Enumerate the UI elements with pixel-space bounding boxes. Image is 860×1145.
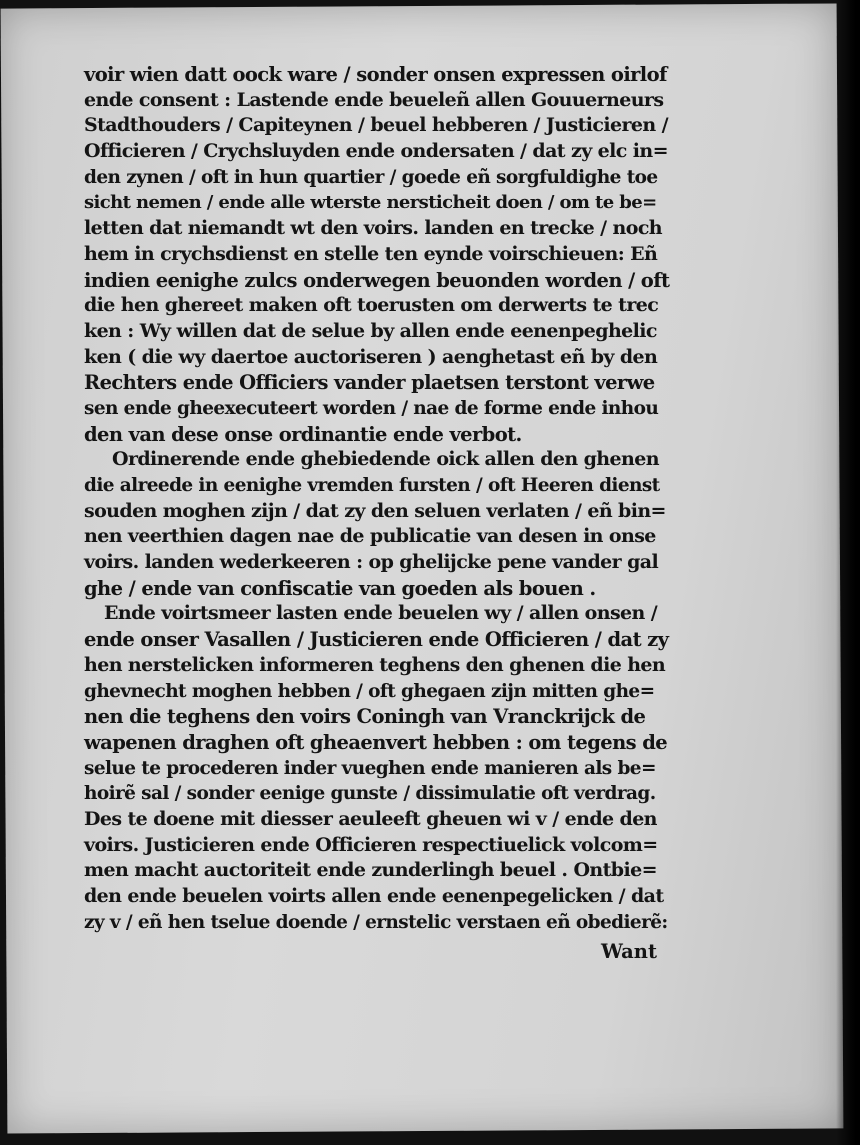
body-text <box>84 62 669 935</box>
text-line: Officieren / Crychsluyden ende ondersaten / dat zy elc in= <box>84 140 668 163</box>
text-line: Ordinerende ende ghebiedende oick allen den ghenen <box>112 448 659 471</box>
text-line: den ende beuelen voirts allen ende eenenpegelicken / dat <box>84 885 664 907</box>
text-line: nen die teghens den voirs Coningh van Vranckrijck de <box>84 705 646 729</box>
text-line: Rechters ende Officiers vander plaetsen terstont verwe <box>84 371 655 395</box>
text-line: Stadthouders / Capiteynen / beuel hebberen / Justicieren / <box>84 114 668 137</box>
text-line: hen nerstelicken informeren teghens den ghenen die hen <box>84 653 666 676</box>
text-line: den van dese onse ordinantie ende verbot. <box>84 422 522 446</box>
text-line: Ende voirtsmeer lasten ende beuelen wy / allen onsen / <box>104 602 658 625</box>
text-line: ken ( die wy daertoe auctoriseren ) aenghetast eñ by den <box>84 345 658 368</box>
text-line: Des te doene mit diesser aeuleeft gheuen wi v / ende den <box>84 807 657 830</box>
text-line: sen ende gheexecuteert worden / nae de forme ende inhou <box>84 397 659 419</box>
text-line: ghevnecht moghen hebben / oft ghegaen zijn mitten ghe= <box>84 680 655 702</box>
text-line: hoirẽ sal / sonder eenige gunste / dissimulatie oft verdrag. <box>84 783 656 805</box>
text-line: den zynen / oft in hun quartier / goede eñ sorgfuldighe toe <box>84 166 658 188</box>
text-line: ghe / ende van confiscatie van goeden als bouen . <box>84 576 596 600</box>
text-line: ende onser Vasallen / Justicieren ende Officieren / dat zy <box>84 628 669 652</box>
catchword: Want <box>600 940 657 963</box>
text-line: wapenen draghen oft gheaenvert hebben : om tegens de <box>84 730 668 754</box>
text-line: selue te procederen inder vueghen ende manieren als be= <box>84 757 656 779</box>
text-line: sicht nemen / ende alle wterste nersticheit doen / om te be= <box>84 192 657 214</box>
text-line: voirs. Justicieren ende Officieren respectiuelick volcom= <box>84 833 658 856</box>
text-line: die alreede in eenighe vremden fursten / oft Heeren dienst <box>84 475 660 496</box>
page-edge-shadow <box>836 0 860 1145</box>
text-line: indien eenighe zulcs onderwegen beuonden worden / oft <box>84 268 670 292</box>
text-line: hem in crychsdienst en stelle ten eynde voirschieuen: Eñ <box>84 242 658 265</box>
text-line: souden moghen zijn / dat zy den seluen verlaten / eñ bin= <box>84 499 666 522</box>
text-line: voirs. landen wederkeeren : op ghelijcke pene vander gal <box>84 551 659 574</box>
text-line: zy v / eñ hen tselue doende / ernstelic verstaen eñ obedierẽ: <box>84 911 668 933</box>
text-line: nen veerthien dagen nae de publicatie van desen in onse <box>84 525 656 548</box>
text-line: ken : Wy willen dat de selue by allen ende eenenpeghelic <box>84 319 657 342</box>
text-line: ende consent : Lastende ende beueleñ allen Gouuerneurs <box>84 88 664 111</box>
text-line: die hen ghereet maken oft toerusten om derwerts te trec <box>84 294 659 317</box>
text-line: letten dat niemandt wt den voirs. landen en trecke / noch <box>84 217 663 240</box>
text-line: men macht auctoriteit ende zunderlingh beuel . Ontbie= <box>84 859 657 882</box>
text-line: voir wien datt oock ware / sonder onsen expressen oirlof <box>84 63 667 86</box>
